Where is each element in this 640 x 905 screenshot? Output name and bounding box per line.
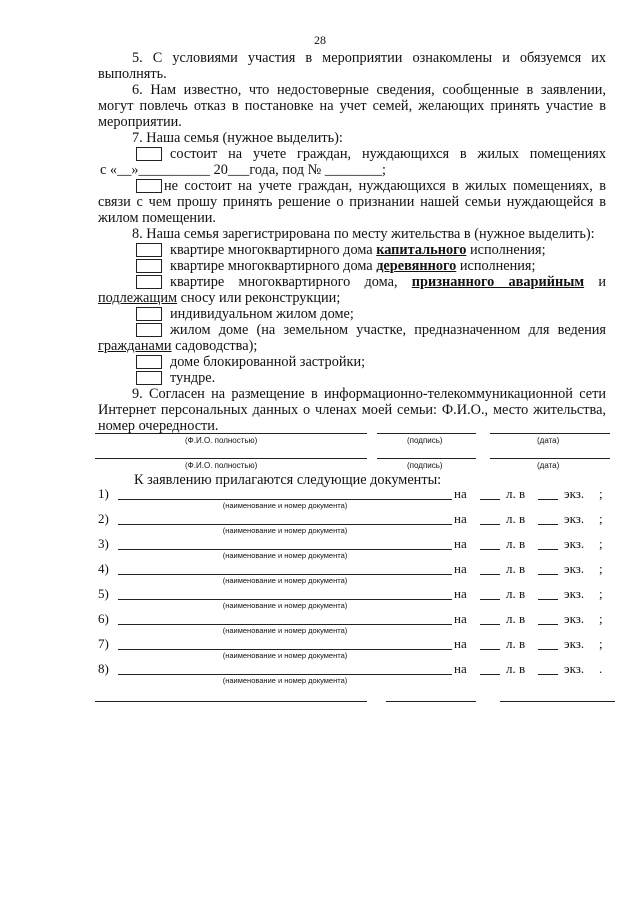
emphasis-emergency: признанного аварийным (411, 274, 585, 290)
item-8-title: 8. Наша семья зарегистрирована по месту жительства в (нужное выделить): (132, 226, 595, 242)
emphasis-citizens: гражданами (98, 338, 172, 354)
attachment-sheets-label: л. в (506, 536, 526, 551)
option-registered-text: состоит на учете граждан, нуждающихся в жилых помещениях (170, 146, 606, 162)
attachment-row-end: ; (599, 611, 603, 626)
attachment-caption: (наименование и номер документа) (222, 526, 348, 535)
attachment-caption: (наименование и номер документа) (222, 651, 348, 660)
item-7-title: 7. Наша семья (нужное выделить): (132, 130, 343, 146)
attachment-copies-blank[interactable] (538, 549, 558, 550)
attachment-copies-blank[interactable] (538, 624, 558, 625)
attachment-row-end: ; (599, 561, 603, 576)
caption-sign-1: (подпись) (407, 436, 443, 445)
attachment-number: 7) (98, 636, 109, 651)
attachment-name-line[interactable] (118, 574, 452, 575)
caption-sign-2: (подпись) (407, 461, 443, 470)
attachment-number: 8) (98, 661, 109, 676)
page-number: 28 (314, 33, 326, 47)
item-8-option-3: квартире многоквартирного дома, признанного аварийным и подлежащим сносу или реконструкции; (98, 274, 606, 306)
attachment-na-label: на (454, 661, 467, 676)
item-5: 5. С условиями участия в мероприятии ознакомлены и обязуемся их выполнять. (98, 50, 606, 82)
checkbox-tundra[interactable] (136, 371, 162, 385)
attachment-copies-blank[interactable] (538, 499, 558, 500)
attachment-number: 4) (98, 561, 109, 576)
attachment-row-end: . (599, 661, 603, 676)
attachment-name-line[interactable] (118, 599, 452, 600)
attachment-na-label: на (454, 636, 467, 651)
item-7-option-registered (98, 146, 606, 178)
attachment-copies-label: экз. (564, 561, 585, 576)
attachment-row (98, 511, 618, 535)
item-8-option-2: квартире многоквартирного дома деревянного исполнения; (98, 258, 606, 274)
checkbox-wooden[interactable] (136, 259, 162, 273)
checkbox-capital[interactable] (136, 243, 162, 257)
bottom-line-1[interactable] (95, 701, 367, 702)
attachment-copies-label: экз. (564, 536, 585, 551)
caption-date-1: (дата) (537, 436, 560, 445)
attachment-copies-blank[interactable] (538, 574, 558, 575)
option-registered-date: с «__»__________ 20___года, под № ________; (100, 162, 386, 178)
attachment-row (98, 636, 618, 660)
checkbox-garden-house[interactable] (136, 323, 162, 337)
attachment-caption: (наименование и номер документа) (222, 601, 348, 610)
attachment-copies-label: экз. (564, 486, 585, 501)
attachment-number: 2) (98, 511, 109, 526)
attachment-copies-blank[interactable] (538, 674, 558, 675)
signature-sign-line-1[interactable] (377, 433, 476, 434)
item-8-option-6: доме блокированной застройки; (98, 354, 606, 370)
attachment-name-line[interactable] (118, 674, 452, 675)
attachment-row (98, 586, 618, 610)
checkbox-registered[interactable] (136, 147, 162, 161)
attachment-copies-blank[interactable] (538, 524, 558, 525)
signature-fio-line-2[interactable] (95, 458, 367, 459)
caption-fio-1: (Ф.И.О. полностью) (185, 436, 258, 445)
attachment-copies-label: экз. (564, 586, 585, 601)
emphasis-demolition: подлежащим (98, 290, 178, 306)
attachment-copies-label: экз. (564, 511, 585, 526)
option-not-registered-text: не состоит на учете граждан, нуждающихся в жилых помещениях, в связи с чем прошу принять решение о признании нашей семьи нуждающейся в жилом помещении. (98, 178, 606, 226)
attachment-number: 5) (98, 586, 109, 601)
attachment-row (98, 661, 618, 685)
attachment-na-label: на (454, 511, 467, 526)
item-8-option-7: тундре. (98, 370, 606, 386)
attachment-pages-blank[interactable] (480, 574, 500, 575)
attachment-na-label: на (454, 536, 467, 551)
checkbox-emergency[interactable] (136, 275, 162, 289)
bottom-line-3[interactable] (500, 701, 615, 702)
signature-date-line-1[interactable] (490, 433, 610, 434)
attachment-number: 6) (98, 611, 109, 626)
item-7-option-not-registered (98, 178, 606, 226)
bottom-line-2[interactable] (386, 701, 476, 702)
attachment-copies-label: экз. (564, 661, 585, 676)
attachment-caption: (наименование и номер документа) (222, 501, 348, 510)
attachment-na-label: на (454, 586, 467, 601)
attachment-pages-blank[interactable] (480, 499, 500, 500)
signature-fio-line-1[interactable] (95, 433, 367, 434)
attachment-row (98, 536, 618, 560)
checkbox-not-registered[interactable] (136, 179, 162, 193)
attachment-na-label: на (454, 486, 467, 501)
caption-fio-2: (Ф.И.О. полностью) (185, 461, 258, 470)
attachment-sheets-label: л. в (506, 561, 526, 576)
form-body (98, 50, 606, 434)
attachment-caption: (наименование и номер документа) (222, 576, 348, 585)
attachment-pages-blank[interactable] (480, 649, 500, 650)
attachment-caption: (наименование и номер документа) (222, 626, 348, 635)
attachment-name-line[interactable] (118, 549, 452, 550)
attachment-sheets-label: л. в (506, 486, 526, 501)
item-9: 9. Согласен на размещение в информационно-телекоммуникационной сети Интернет персональных данных о членах моей семьи: Ф.И.О., место жительства, номер очередности. (98, 386, 606, 434)
attachment-sheets-label: л. в (506, 661, 526, 676)
attachment-row (98, 561, 618, 585)
attachment-name-line[interactable] (118, 624, 452, 625)
attachment-row-end: ; (599, 586, 603, 601)
attachment-na-label: на (454, 611, 467, 626)
attachment-sheets-label: л. в (506, 511, 526, 526)
attachment-pages-blank[interactable] (480, 624, 500, 625)
attachment-row-end: ; (599, 511, 603, 526)
attachment-pages-blank[interactable] (480, 599, 500, 600)
attachment-name-line[interactable] (118, 649, 452, 650)
attachment-number: 3) (98, 536, 109, 551)
item-8-option-1: квартире многоквартирного дома капитального исполнения; (98, 242, 606, 258)
emphasis-wooden: деревянного (376, 258, 457, 274)
attachment-caption: (наименование и номер документа) (222, 551, 348, 560)
attachment-copies-label: экз. (564, 611, 585, 626)
caption-date-2: (дата) (537, 461, 560, 470)
attachment-sheets-label: л. в (506, 586, 526, 601)
attachment-row (98, 486, 618, 510)
attachment-row-end: ; (599, 486, 603, 501)
checkbox-blocked-house[interactable] (136, 355, 162, 369)
signature-date-line-2[interactable] (490, 458, 610, 459)
attachment-caption: (наименование и номер документа) (222, 676, 348, 685)
signature-sign-line-2[interactable] (377, 458, 476, 459)
item-8-option-5: жилом доме (на земельном участке, предназначенном для ведения гражданами садоводства); (98, 322, 606, 354)
item-8-option-4: индивидуальном жилом доме; (98, 306, 606, 322)
checkbox-individual-house[interactable] (136, 307, 162, 321)
attachment-pages-blank[interactable] (480, 549, 500, 550)
attachment-copies-blank[interactable] (538, 599, 558, 600)
item-6: 6. Нам известно, что недостоверные сведения, сообщенные в заявлении, могут повлечь отказ в постановке на учет семей, желающих принять участие в мероприятии. (98, 82, 606, 130)
attachment-copies-blank[interactable] (538, 649, 558, 650)
attachment-na-label: на (454, 561, 467, 576)
attachment-sheets-label: л. в (506, 611, 526, 626)
attachment-number: 1) (98, 486, 109, 501)
attachment-pages-blank[interactable] (480, 524, 500, 525)
attachment-row (98, 611, 618, 635)
attachment-name-line[interactable] (118, 499, 452, 500)
attachments-heading: К заявлению прилагаются следующие документы: (134, 472, 442, 488)
attachment-row-end: ; (599, 536, 603, 551)
attachment-copies-label: экз. (564, 636, 585, 651)
attachment-row-end: ; (599, 636, 603, 651)
attachment-sheets-label: л. в (506, 636, 526, 651)
emphasis-capital: капитального (376, 242, 467, 258)
attachment-pages-blank[interactable] (480, 674, 500, 675)
attachment-name-line[interactable] (118, 524, 452, 525)
